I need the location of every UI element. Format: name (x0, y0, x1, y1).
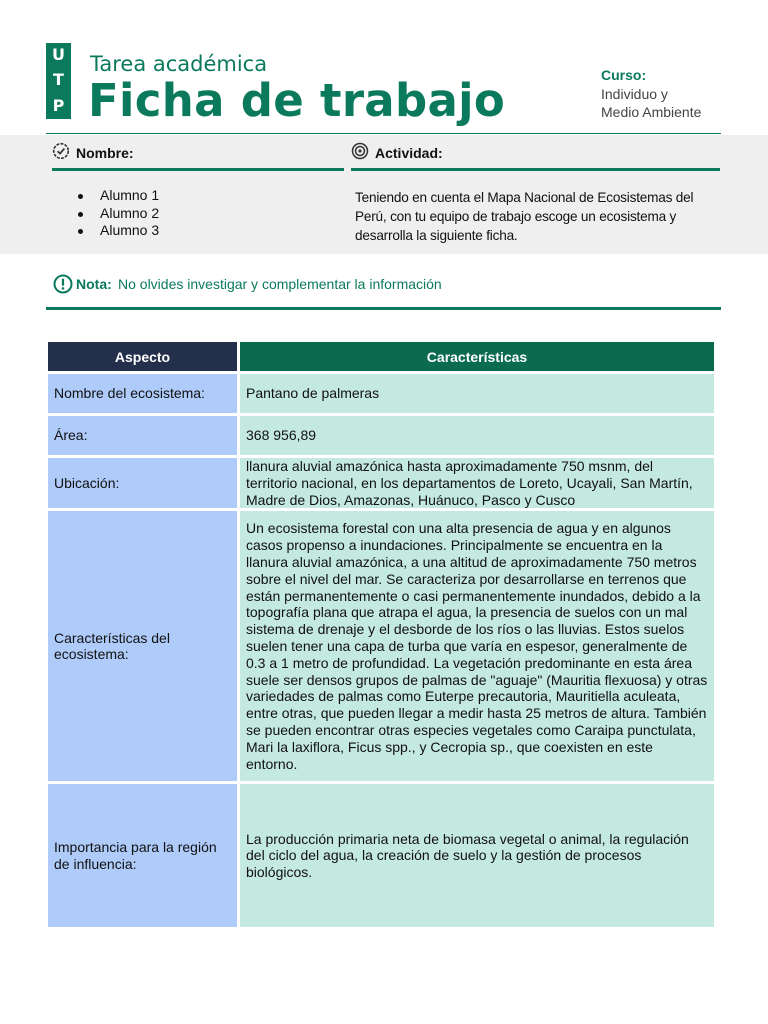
nombre-label: Nombre: (76, 145, 134, 161)
document-supertitle: Tarea académica (90, 52, 268, 76)
activity-description: Teniendo en cuenta el Mapa Nacional de Ecosistemas del Perú, con tu equipo de trabajo escoge un ecosistema y desarrolla la siguiente ficha. (355, 190, 694, 243)
curso-value (601, 85, 741, 121)
curso-label: Curso: (601, 67, 647, 83)
curso-value-line2: Medio Ambiente (601, 104, 702, 120)
ecosystem-table (45, 339, 717, 930)
table-row (48, 784, 714, 927)
nombre-header (52, 141, 344, 171)
table-row (48, 416, 714, 455)
student-item: Alumno 1 (78, 187, 159, 205)
value-cell: Pantano de palmeras (240, 374, 714, 413)
aspect-cell: Características del ecosistema: (48, 511, 237, 781)
check-badge-icon (52, 142, 70, 160)
note-divider (46, 307, 721, 310)
header-aspecto: Aspecto (48, 342, 237, 371)
aspect-cell: Área: (48, 416, 237, 455)
aspect-cell: Ubicación: (48, 458, 237, 508)
header-divider (46, 133, 721, 134)
aspect-cell: Nombre del ecosistema: (48, 374, 237, 413)
table-header-row (48, 342, 714, 371)
curso-value-line1: Individuo y (601, 86, 668, 102)
page-header (0, 0, 768, 135)
table-row (48, 458, 714, 508)
header-caracteristicas: Características (240, 342, 714, 371)
document-title: Ficha de trabajo (88, 74, 506, 127)
note-text: No olvides investigar y complementar la información (118, 276, 442, 292)
exclamation-circle-icon (53, 274, 73, 294)
logo-letter-p: P (52, 96, 65, 115)
value-cell: La producción primaria neta de biomasa vegetal o animal, la regulación del ciclo del agua, la creación de suelo y la gestión de procesos biológicos. (240, 784, 714, 927)
student-item: Alumno 3 (78, 222, 159, 240)
table-row (48, 374, 714, 413)
value-cell: Un ecosistema forestal con una alta presencia de agua y en algunos casos propenso a inundaciones. Principalmente se encuentra en la llanura aluvial amazónica, a una altitud de aproximadamente 750 metros sobre el nivel del mar. Se caracteriza por desarrollarse en terrenos que están permanentemente o casi permanentemente inundados, debido a la topografía plana que atrapa el agua, la presencia de suelos con un mal sistema de drenaje y el desborde de los ríos o las lluvias. Estos suelos suelen tener una capa de turba que varía en espesor, generalmente de 0.3 a 1 metro de profundidad. La vegetación predominante en esta área suele ser densos grupos de palmas de "aguaje" (Mauritia flexuosa) y otras variedades de palmas como Euterpe precautoria, Mauritiella aculeata, entre otras, que pueden llegar a medir hasta 25 metros de altura. También se pueden encontrar otras especies vegetales como Caraipa punctulata, Mari la laxiflora, Ficus spp., y Cecropia sp., que coexisten en este entorno. (240, 511, 714, 781)
value-cell: llanura aluvial amazónica hasta aproximadamente 750 msnm, del territorio nacional, en los departamentos de Loreto, Ucayali, San Martín, Madre de Dios, Amazonas, Huánuco, Pasco y Cusco (240, 458, 714, 508)
table-row (48, 511, 714, 781)
actividad-header (351, 141, 720, 171)
logo-letter-t: T (53, 70, 64, 89)
aspect-cell: Importancia para la región de influencia: (48, 784, 237, 927)
note-label: Nota: (76, 276, 112, 292)
student-list (78, 187, 159, 240)
student-item: Alumno 2 (78, 205, 159, 223)
value-cell: 368 956,89 (240, 416, 714, 455)
actividad-label: Actividad: (375, 145, 443, 161)
target-icon (351, 142, 369, 160)
logo-letter-u: U (52, 45, 65, 64)
utp-logo (46, 43, 71, 119)
